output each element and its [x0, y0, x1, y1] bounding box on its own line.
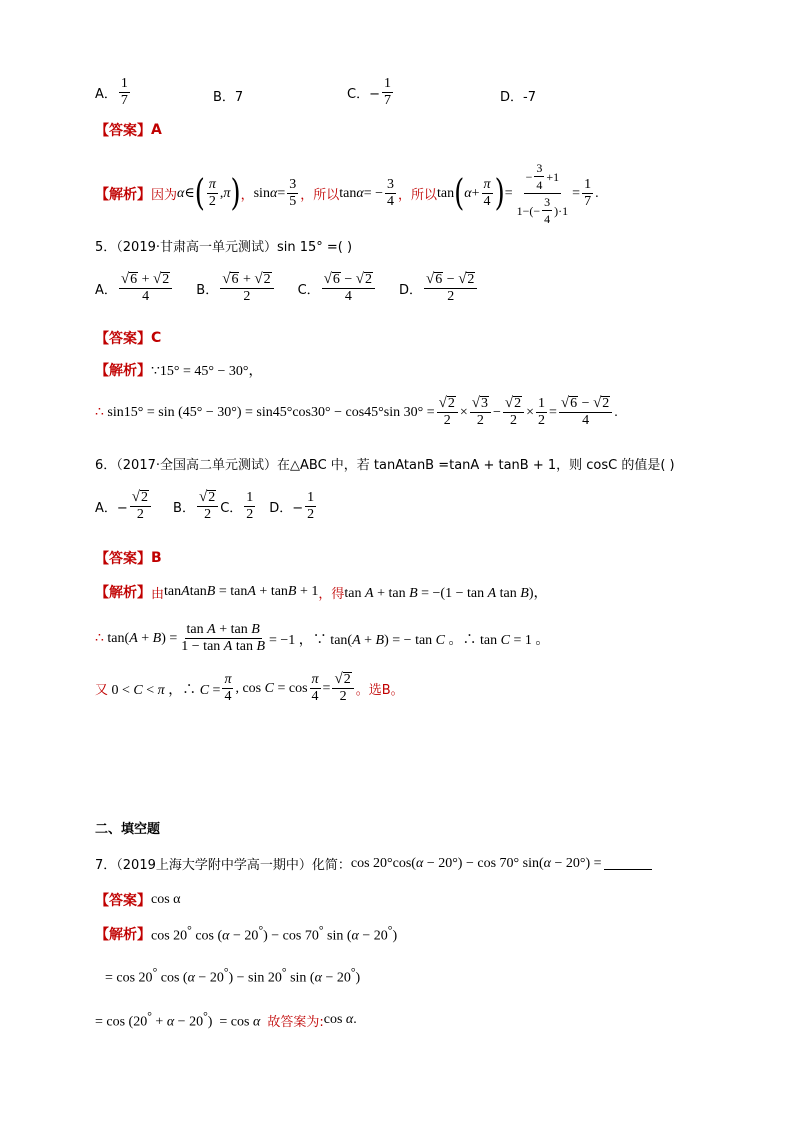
q5-options: A． √ 6 + √ 2 4 B． √ 6 + √ 2 2 C． √ 6 − √ 2 4 D． √ 6 − √ 2 2 — [95, 272, 479, 305]
q5-stem: 5．（2019·甘肃高一单元测试）sin 15° =( ) — [95, 240, 353, 255]
q5-analysis-2: ∴ sin15° = sin (45° − 30°) = sin45°cos30° − cos45°sin 30° = √ 2 2 × √ 3 2 − √ 2 2 × $\frac{1}{2}$ = √ 6 − √ 2 4 . — [95, 395, 618, 428]
q7-stem: 7．（2019上海大学附中学高一期中）化简： cos 20°cos(α − 20°) − cos 70° sin(α − 20°) = — [95, 854, 652, 873]
q5-answer: 【答案】 C — [95, 330, 162, 347]
option-c-value: √ 6 − √ 2 4 — [322, 272, 375, 305]
q6-options: A．− √ 2 2 B． √ 2 2 C． $\frac{1}{2}$ D．− $\frac{1}{2}$ — [95, 489, 315, 522]
fraction: $\frac{1}{7}$ — [120, 76, 128, 108]
option-b-value: √ 6 + √ 2 2 — [220, 272, 273, 305]
q6-stem: 6．（2017·全国高二单元测试）在△ABC 中，若 tanAtanB =tanA + tanB + 1，则 cosC 的值是( ) — [95, 458, 675, 473]
fraction: $\frac{1}{7}$ — [383, 76, 391, 108]
q7-analysis-1: 【解析】 cos 20° cos (α − 20°) − cos 70° sin (α − 20°) — [95, 924, 398, 944]
q7-analysis-2: = cos 20° cos (α − 20°) − sin 20° sin (α − 20°) — [105, 966, 361, 986]
option-d-value: √ 6 − √ 2 2 — [424, 272, 477, 305]
option-a-value: √ 6 + √ 2 4 — [119, 272, 172, 305]
section-title: 二、填空题 — [95, 822, 161, 837]
q5-analysis-1: 【解析】 ∵15° = 45° − 30°， — [95, 363, 263, 379]
q4-analysis: 【解析】 因为 α ∈ ( $\frac{\pi}{2}$ , π ) ， sin α = $\frac{3}{5}$ ，所以 tan α = − $\frac{3}{4}$ ，所以 tan ( α + $\frac{\pi}{4}$ ) = − $\frac{3}{4}$ +1 1−(− $\frac{3}{4}$ )·1 = $\frac{1}{7}$ . — [95, 161, 599, 226]
q7-answer: 【答案】 cos α — [95, 892, 181, 909]
q4-option-b: B．7 — [213, 90, 244, 105]
q6-analysis-3: 又 0 < C < π ，∴ C = $\frac{\pi}{4}$ , cos C = cos $\frac{\pi}{4}$ = √ 2 2 。选B。 — [95, 671, 404, 704]
q4-option-c: C．− $\frac{1}{7}$ — [347, 76, 391, 108]
q4-option-d: D．-7 — [500, 90, 536, 105]
q4-answer: 【答案】 A — [95, 122, 162, 139]
q6-analysis-1: 【解析】 由 tanAtanB = tanA + tanB + 1 ，得 tan A + tan B = −(1 − tan A tan B)， — [95, 584, 548, 602]
q4-option-a: A． $\frac{1}{7}$ — [95, 76, 128, 108]
q7-analysis-3: = cos (20° + α − 20°) = cos α 故答案为: cos α. — [95, 1010, 357, 1030]
answer-blank — [604, 857, 652, 870]
q6-analysis-2: ∴ tan(A + B) = $\frac{\text{tan A + tan B}}{\text{1 − tan A tan B}}$ = −1 ，∵ tan(A + B) = − tan C 。∴ tan C = 1 。 — [95, 622, 550, 654]
q6-answer: 【答案】 B — [95, 550, 162, 567]
